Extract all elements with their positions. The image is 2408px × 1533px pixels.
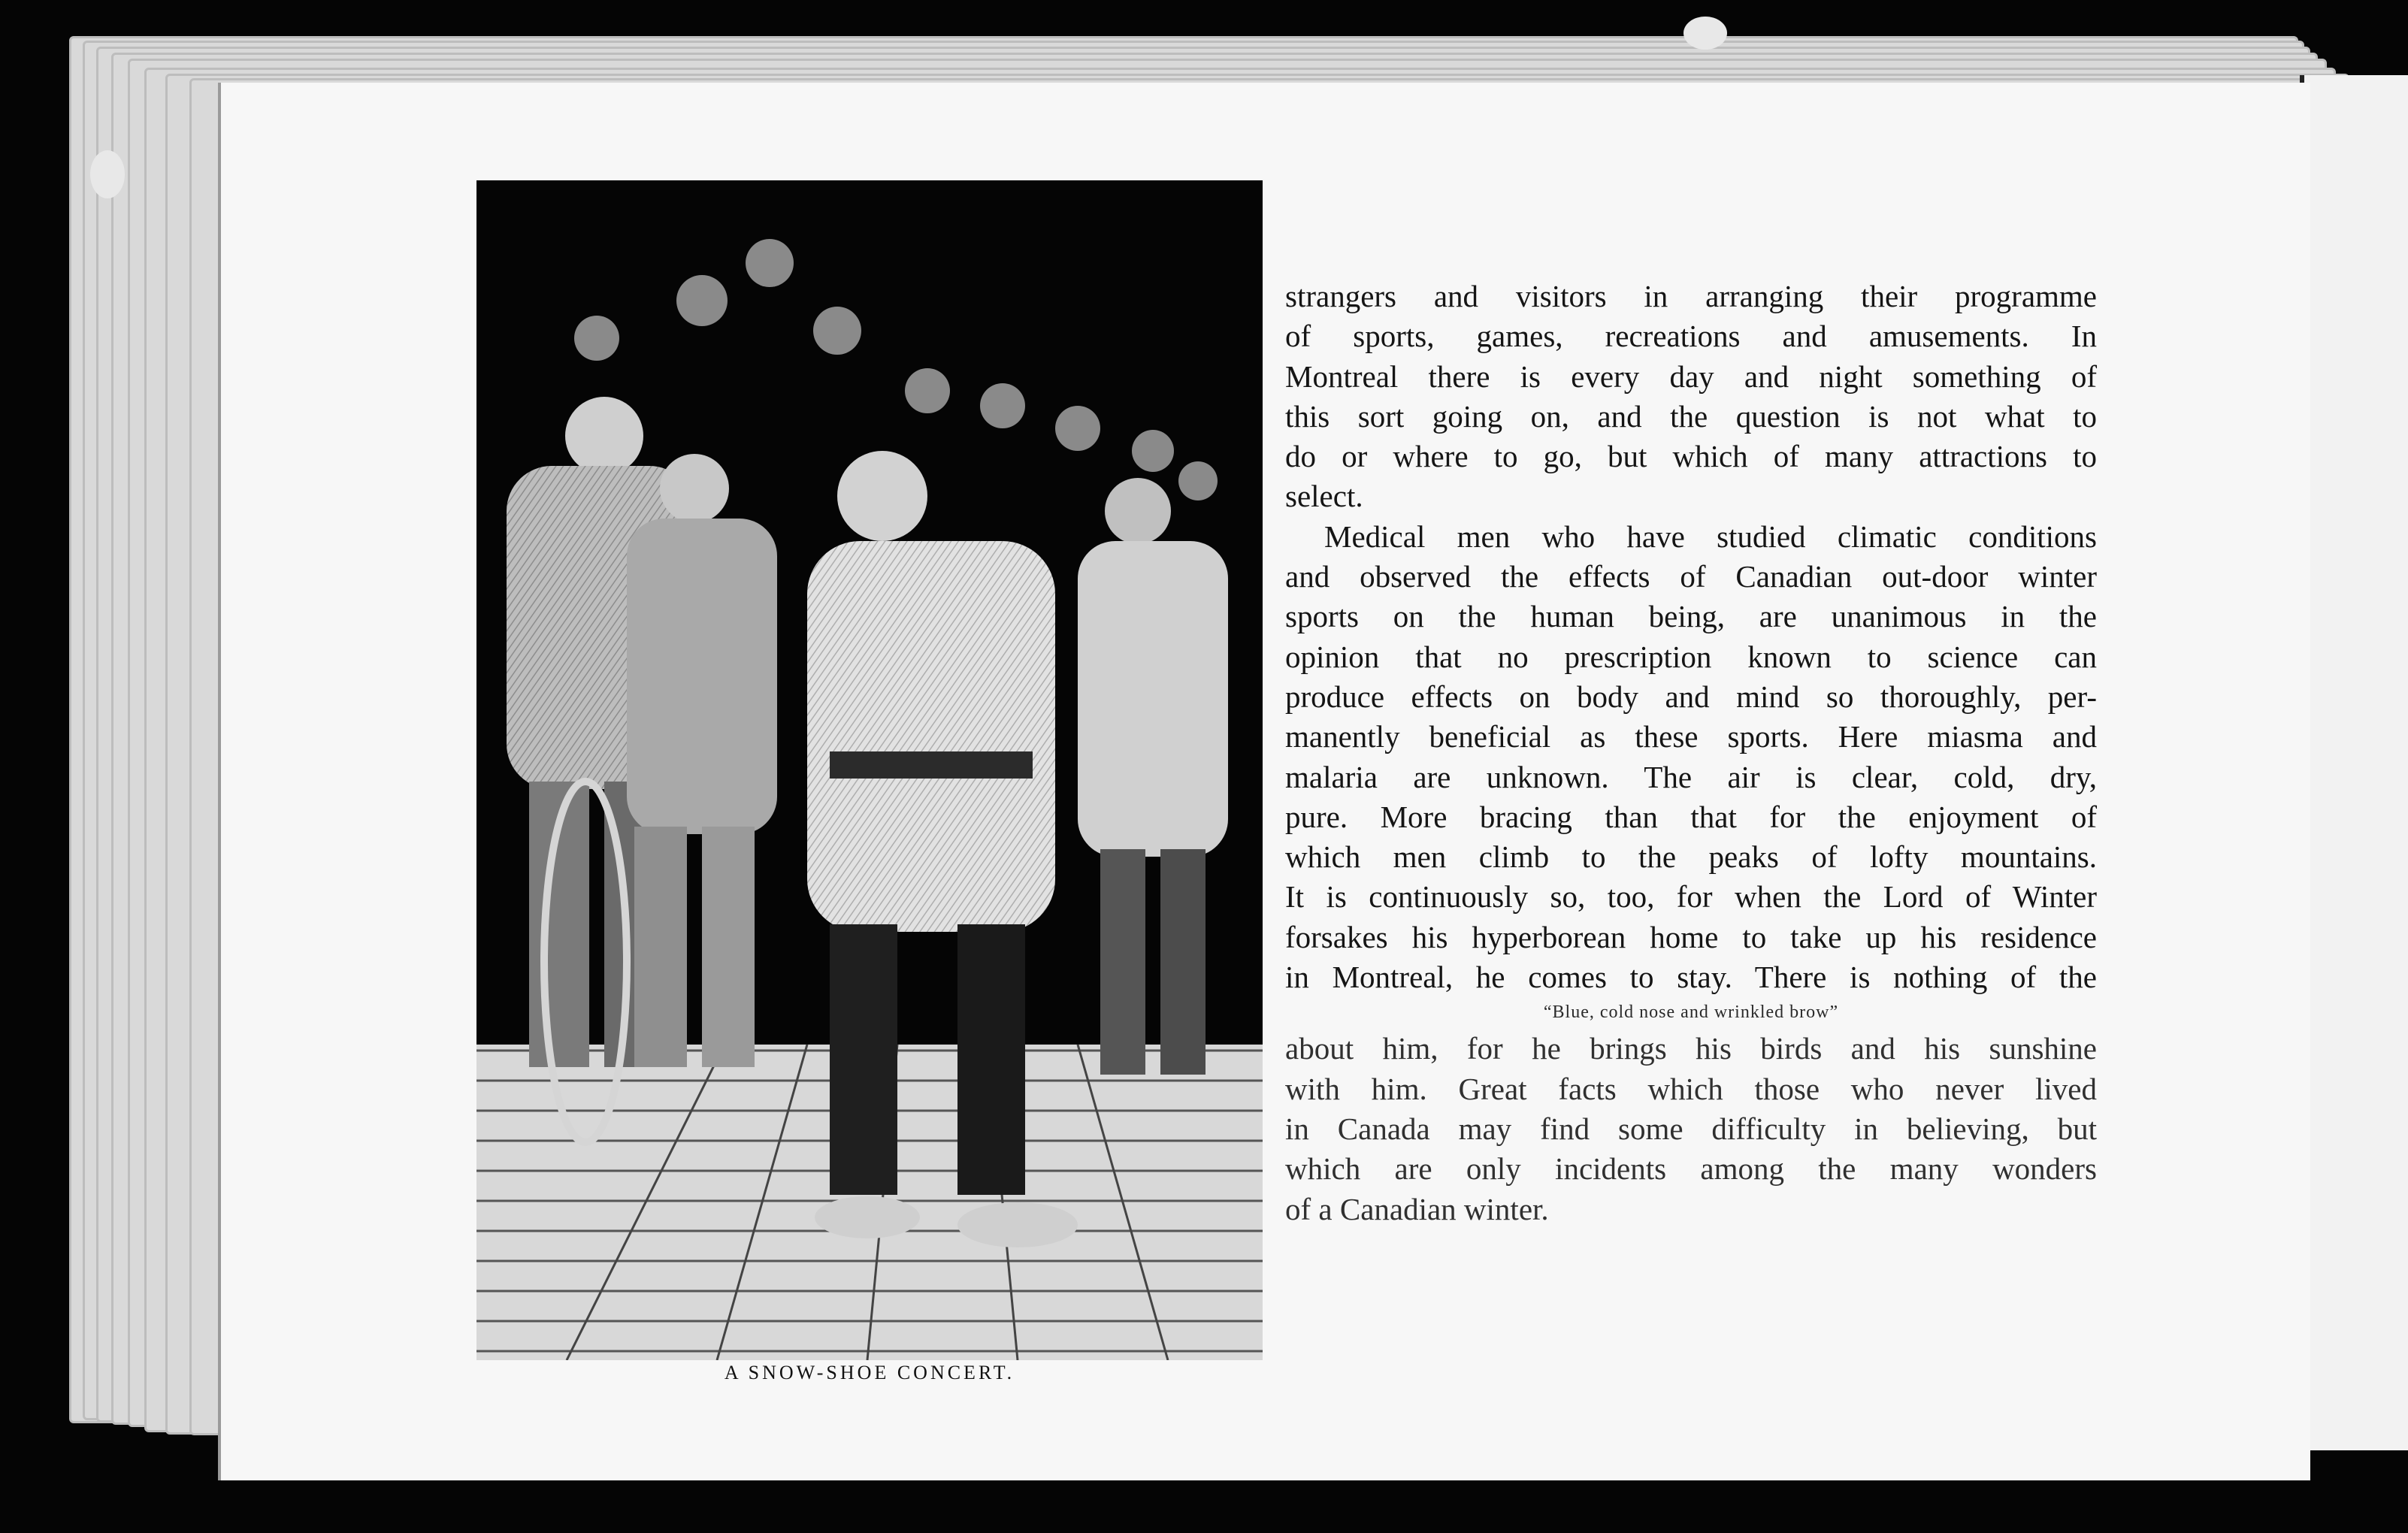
body-text-column [1285,277,2097,1229]
text-line: which men climb to the peaks of lofty mountains. [1285,839,2097,875]
text-line: forsakes his hyperborean home to take up his residence [1285,919,2097,954]
paragraph-1 [1285,277,2097,517]
text-line: of a Canadian winter. [1285,1191,1549,1226]
text-line: opinion that no prescription known to science can [1285,639,2097,674]
text-line: Medical men who have studied climatic conditions [1324,519,2097,554]
engraving-artwork [476,180,1263,1360]
text-line: do or where to go, but which of many attractions to [1285,439,2097,474]
text-line: select. [1285,479,1363,514]
text-line: strangers and visitors in arranging their programme [1285,279,2097,313]
quotation-line: “Blue, cold nose and wrinkled brow” [1543,1002,1839,1023]
dust-speck [90,150,125,198]
text-line: with him. Great facts which those who never lived [1285,1071,2097,1106]
text-line: malaria are unknown. The air is clear, cold, dry, [1285,759,2097,794]
text-line: in Canada may find some difficulty in believing, but [1285,1111,2097,1146]
text-line: manently beneficial as these sports. Here miasma and [1285,719,2097,754]
illustration-caption: A SNOW-SHOE CONCERT. [724,1362,1015,1383]
text-line: in Montreal, he comes to stay. There is nothing of the [1285,960,2097,995]
paragraph-2 [1285,517,2097,998]
figure-middle [627,454,777,1067]
text-line: sports on the human being, are unanimous in the [1285,599,2097,634]
text-line: and observed the effects of Canadian out-door winter [1285,559,2097,594]
text-line: of sports, games, recreations and amusements. In [1285,319,2097,354]
text-line: Montreal there is every day and night something of [1285,358,2097,394]
text-line: produce effects on body and mind so thoroughly, per- [1285,679,2097,714]
snow-shoe-concert-illustration [476,180,1263,1360]
text-line: pure. More bracing than that for the enjoyment of [1285,799,2097,834]
text-line: this sort going on, and the question is not what to [1285,398,2097,434]
dust-speck [1683,17,1727,50]
next-page-edge [2300,75,2408,1450]
text-line: It is continuously so, too, for when the Lord of Winter [1285,879,2097,915]
text-line: which are only incidents among the many wonders [1285,1151,2097,1187]
paragraph-3 [1285,1029,2097,1229]
text-line: about him, for he brings his birds and his sunshine [1285,1031,2097,1066]
